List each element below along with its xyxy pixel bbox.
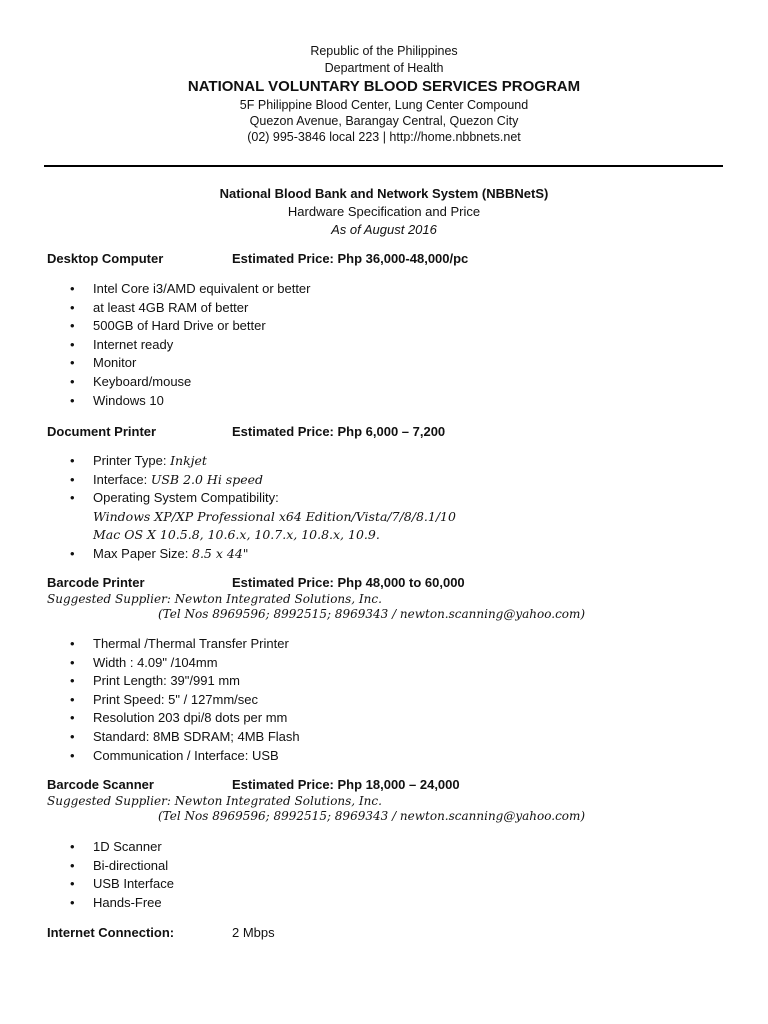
header-program-title: NATIONAL VOLUNTARY BLOOD SERVICES PROGRAM: [187, 78, 581, 95]
list-item: • Communication / Interface: USB: [70, 747, 300, 766]
list-item: • Resolution 203 dpi/8 dots per mm: [70, 709, 300, 728]
bullet-icon: •: [70, 336, 75, 352]
list-item: • Max Paper Size: 8.5 x 44": [70, 545, 456, 564]
bullet-icon: •: [70, 545, 75, 561]
list-item: • Print Speed: 5" / 127mm/sec: [70, 691, 300, 710]
bullet-icon: •: [70, 857, 75, 873]
header-republic: Republic of the Philippines: [310, 44, 458, 58]
printer-spec-list: [70, 452, 456, 564]
list-item: • Interface: USB 2.0 Hi speed: [70, 471, 456, 490]
barcode-printer-spec-list: [70, 635, 300, 765]
list-item: • Thermal /Thermal Transfer Printer: [70, 635, 300, 654]
bullet-icon: •: [70, 490, 75, 506]
internet-speed: 2 Mbps: [232, 925, 275, 940]
header-address-line2: Quezon Avenue, Barangay Central, Quezon City: [249, 114, 519, 128]
list-item: • Monitor: [70, 354, 311, 373]
list-item: • Width : 4.09" /104mm: [70, 654, 300, 673]
bullet-icon: •: [70, 728, 75, 744]
header-contact: (02) 995-3846 local 223 | http://home.nbbnets.net: [247, 130, 521, 144]
list-item: • Standard: 8MB SDRAM; 4MB Flash: [70, 728, 300, 747]
barcode-scanner-price: Estimated Price: Php 18,000 – 24,000: [232, 777, 460, 792]
barcode-scanner-supplier: Suggested Supplier: Newton Integrated Solutions, Inc.: [47, 794, 382, 808]
doc-date: As of August 2016: [331, 222, 437, 237]
bullet-icon: •: [70, 392, 75, 408]
list-item: • 1D Scanner: [70, 838, 174, 857]
list-item: • USB Interface: [70, 875, 174, 894]
bullet-icon: •: [70, 373, 75, 389]
list-item: • Intel Core i3/AMD equivalent or better: [70, 280, 311, 299]
barcode-scanner-spec-list: [70, 838, 174, 912]
bullet-icon: •: [70, 318, 75, 334]
list-item: • Hands-Free: [70, 894, 174, 913]
doc-subtitle: Hardware Specification and Price: [287, 204, 481, 219]
internet-heading: Internet Connection:: [47, 925, 175, 940]
bullet-icon: •: [70, 710, 75, 726]
printer-price: Estimated Price: Php 6,000 – 7,200: [232, 424, 446, 439]
list-item: • Operating System Compatibility:: [70, 489, 456, 508]
header-department: Department of Health: [324, 61, 444, 75]
bullet-icon: •: [70, 355, 75, 371]
bullet-icon: •: [70, 453, 75, 468]
barcode-scanner-heading: Barcode Scanner: [47, 777, 154, 792]
list-item: • Bi-directional: [70, 857, 174, 876]
list-item: • Internet ready: [70, 336, 311, 355]
printer-heading: Document Printer: [47, 424, 157, 439]
list-item: • Print Length: 39"/991 mm: [70, 672, 300, 691]
bullet-icon: •: [70, 839, 75, 854]
bullet-icon: •: [70, 299, 75, 315]
bullet-icon: •: [70, 894, 75, 910]
header-divider: [44, 165, 723, 167]
desktop-heading: Desktop Computer: [47, 251, 164, 266]
list-item: • Keyboard/mouse: [70, 373, 311, 392]
list-item: • at least 4GB RAM of better: [70, 299, 311, 318]
list-item: • 500GB of Hard Drive or better: [70, 317, 311, 336]
bullet-icon: •: [70, 747, 75, 763]
list-item: • Windows 10: [70, 392, 311, 411]
desktop-spec-list: [70, 280, 311, 410]
bullet-icon: •: [70, 691, 75, 707]
bullet-icon: •: [70, 636, 75, 651]
bullet-icon: •: [70, 654, 75, 670]
barcode-scanner-supplier-contact: (Tel Nos 8969596; 8992515; 8969343 / newton.scanning@yahoo.com): [158, 809, 586, 823]
os-windows-versions: Windows XP/XP Professional x64 Edition/Vista/7/8/8.1/10: [93, 508, 456, 524]
bullet-icon: •: [70, 673, 75, 689]
barcode-printer-heading: Barcode Printer: [47, 575, 145, 590]
barcode-printer-price: Estimated Price: Php 48,000 to 60,000: [232, 575, 465, 590]
barcode-printer-supplier: Suggested Supplier: Newton Integrated Solutions, Inc.: [47, 592, 382, 606]
bullet-icon: •: [70, 281, 75, 296]
list-item: • Printer Type: Inkjet: [70, 452, 456, 471]
bullet-icon: •: [70, 876, 75, 892]
doc-title: National Blood Bank and Network System (NBBNetS): [219, 186, 549, 201]
barcode-printer-supplier-contact: (Tel Nos 8969596; 8992515; 8969343 / newton.scanning@yahoo.com): [158, 607, 586, 621]
bullet-icon: •: [70, 471, 75, 487]
os-mac-versions: Mac OS X 10.5.8, 10.6.x, 10.7.x, 10.8.x, 10.9.: [93, 527, 380, 543]
header-address-line1: 5F Philippine Blood Center, Lung Center Compound: [239, 98, 529, 112]
desktop-price: Estimated Price: Php 36,000-48,000/pc: [232, 251, 469, 266]
